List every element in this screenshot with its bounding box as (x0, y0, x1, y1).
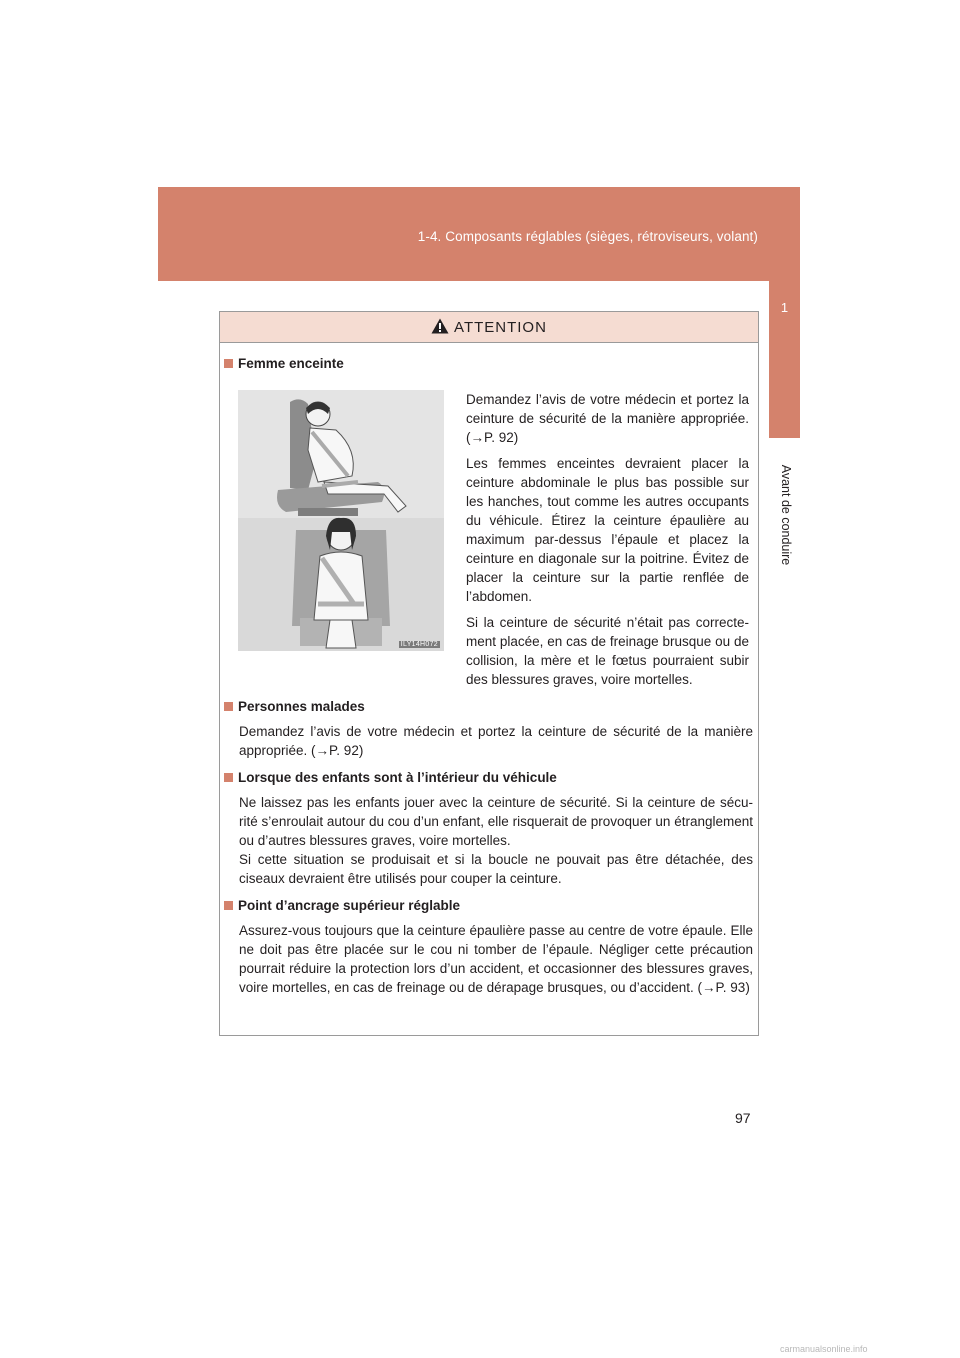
illustration-image (238, 390, 444, 651)
chapter-side-tab (769, 280, 800, 438)
sick-paragraph-1: Demandez l’avis de votre médecin et portez la ceinture de sécurité de la manière appropriée. (→P. 92) (239, 724, 753, 758)
pregnant-paragraph-1: Demandez l’avis de votre médecin et portez la ceinture de sécurité de la manière appropriée. (→P. 92) (466, 392, 749, 445)
section-title-children (224, 770, 557, 785)
section-title-anchor (224, 898, 460, 913)
anchor-paragraph-1: Assurez-vous toujours que la ceinture épaulière passe au centre de votre épaule. Elle ne doit pas être placée sur le cou ni tomber de l’épaule. Négliger cette précaution pourrait réduire la protection lors d’un accident, et occasionner des blessures graves, voire mortelles, en cas de freinage ou de dérapage brusques, ou d’accident. (→P. 93) (239, 923, 753, 995)
square-bullet-icon (224, 702, 233, 711)
chapter-side-caption-text: Avant de conduire (779, 464, 793, 566)
chapter-side-caption (779, 460, 793, 570)
page-number: 97 (735, 1110, 751, 1126)
square-bullet-icon (224, 773, 233, 782)
section-title-text: Point d’ancrage supérieur réglable (238, 898, 461, 913)
square-bullet-icon (224, 359, 233, 368)
pregnant-paragraph-2: Les femmes enceintes devraient placer la ceinture abdominale le plus bas possible sur les hanches, tout comme les autres occupants du véhicule. Étirez la ceinture épaulière au maximum par-dessus l’épaule et placez la ceinture en diagonale sur la poitrine. Évitez de placer la ceinture sur la partie renflée de l’abdomen. (466, 456, 749, 604)
section-title-text: Femme enceinte (238, 356, 344, 371)
section-title-text: Personnes malades (238, 699, 365, 714)
warning-title: ATTENTION (454, 319, 547, 336)
warning-box (219, 311, 759, 1036)
warning-triangle-icon (431, 318, 449, 334)
section-title-sick (224, 699, 365, 714)
children-paragraph-2: Si cette situation se produisait et si la boucle ne pouvait pas être détachée, des ciseaux devraient être utilisés pour couper la ceinture. (239, 852, 753, 886)
chapter-number: 1 (780, 300, 789, 315)
watermark: carmanualsonline.info (780, 1344, 868, 1354)
pregnant-seatbelt-illustration (238, 390, 444, 651)
section-title-text: Lorsque des enfants sont à l’intérieur du véhicule (238, 770, 557, 785)
warning-header (220, 312, 758, 343)
pregnant-paragraph-3: Si la ceinture de sécurité n’était pas correctement placée, en cas de freinage brusque ou de collision, la mère et le fœtus pourraient subir des blessures graves, voire mortelles. (466, 615, 749, 687)
chapter-title: 1-4. Composants réglables (sièges, rétroviseurs, volant) (417, 229, 758, 244)
square-bullet-icon (224, 901, 233, 910)
figure-code: ILY14H072 (400, 641, 438, 648)
chapter-header-band (158, 187, 800, 281)
children-paragraph-1: Ne laissez pas les enfants jouer avec la ceinture de sécurité. Si la ceinture de sécurité s’enroulait autour du cou d’un enfant, elle risquerait de provoquer un étranglement ou d’autres blessures graves, voire mortelles. (239, 795, 753, 848)
section-title-pregnant (224, 356, 344, 371)
